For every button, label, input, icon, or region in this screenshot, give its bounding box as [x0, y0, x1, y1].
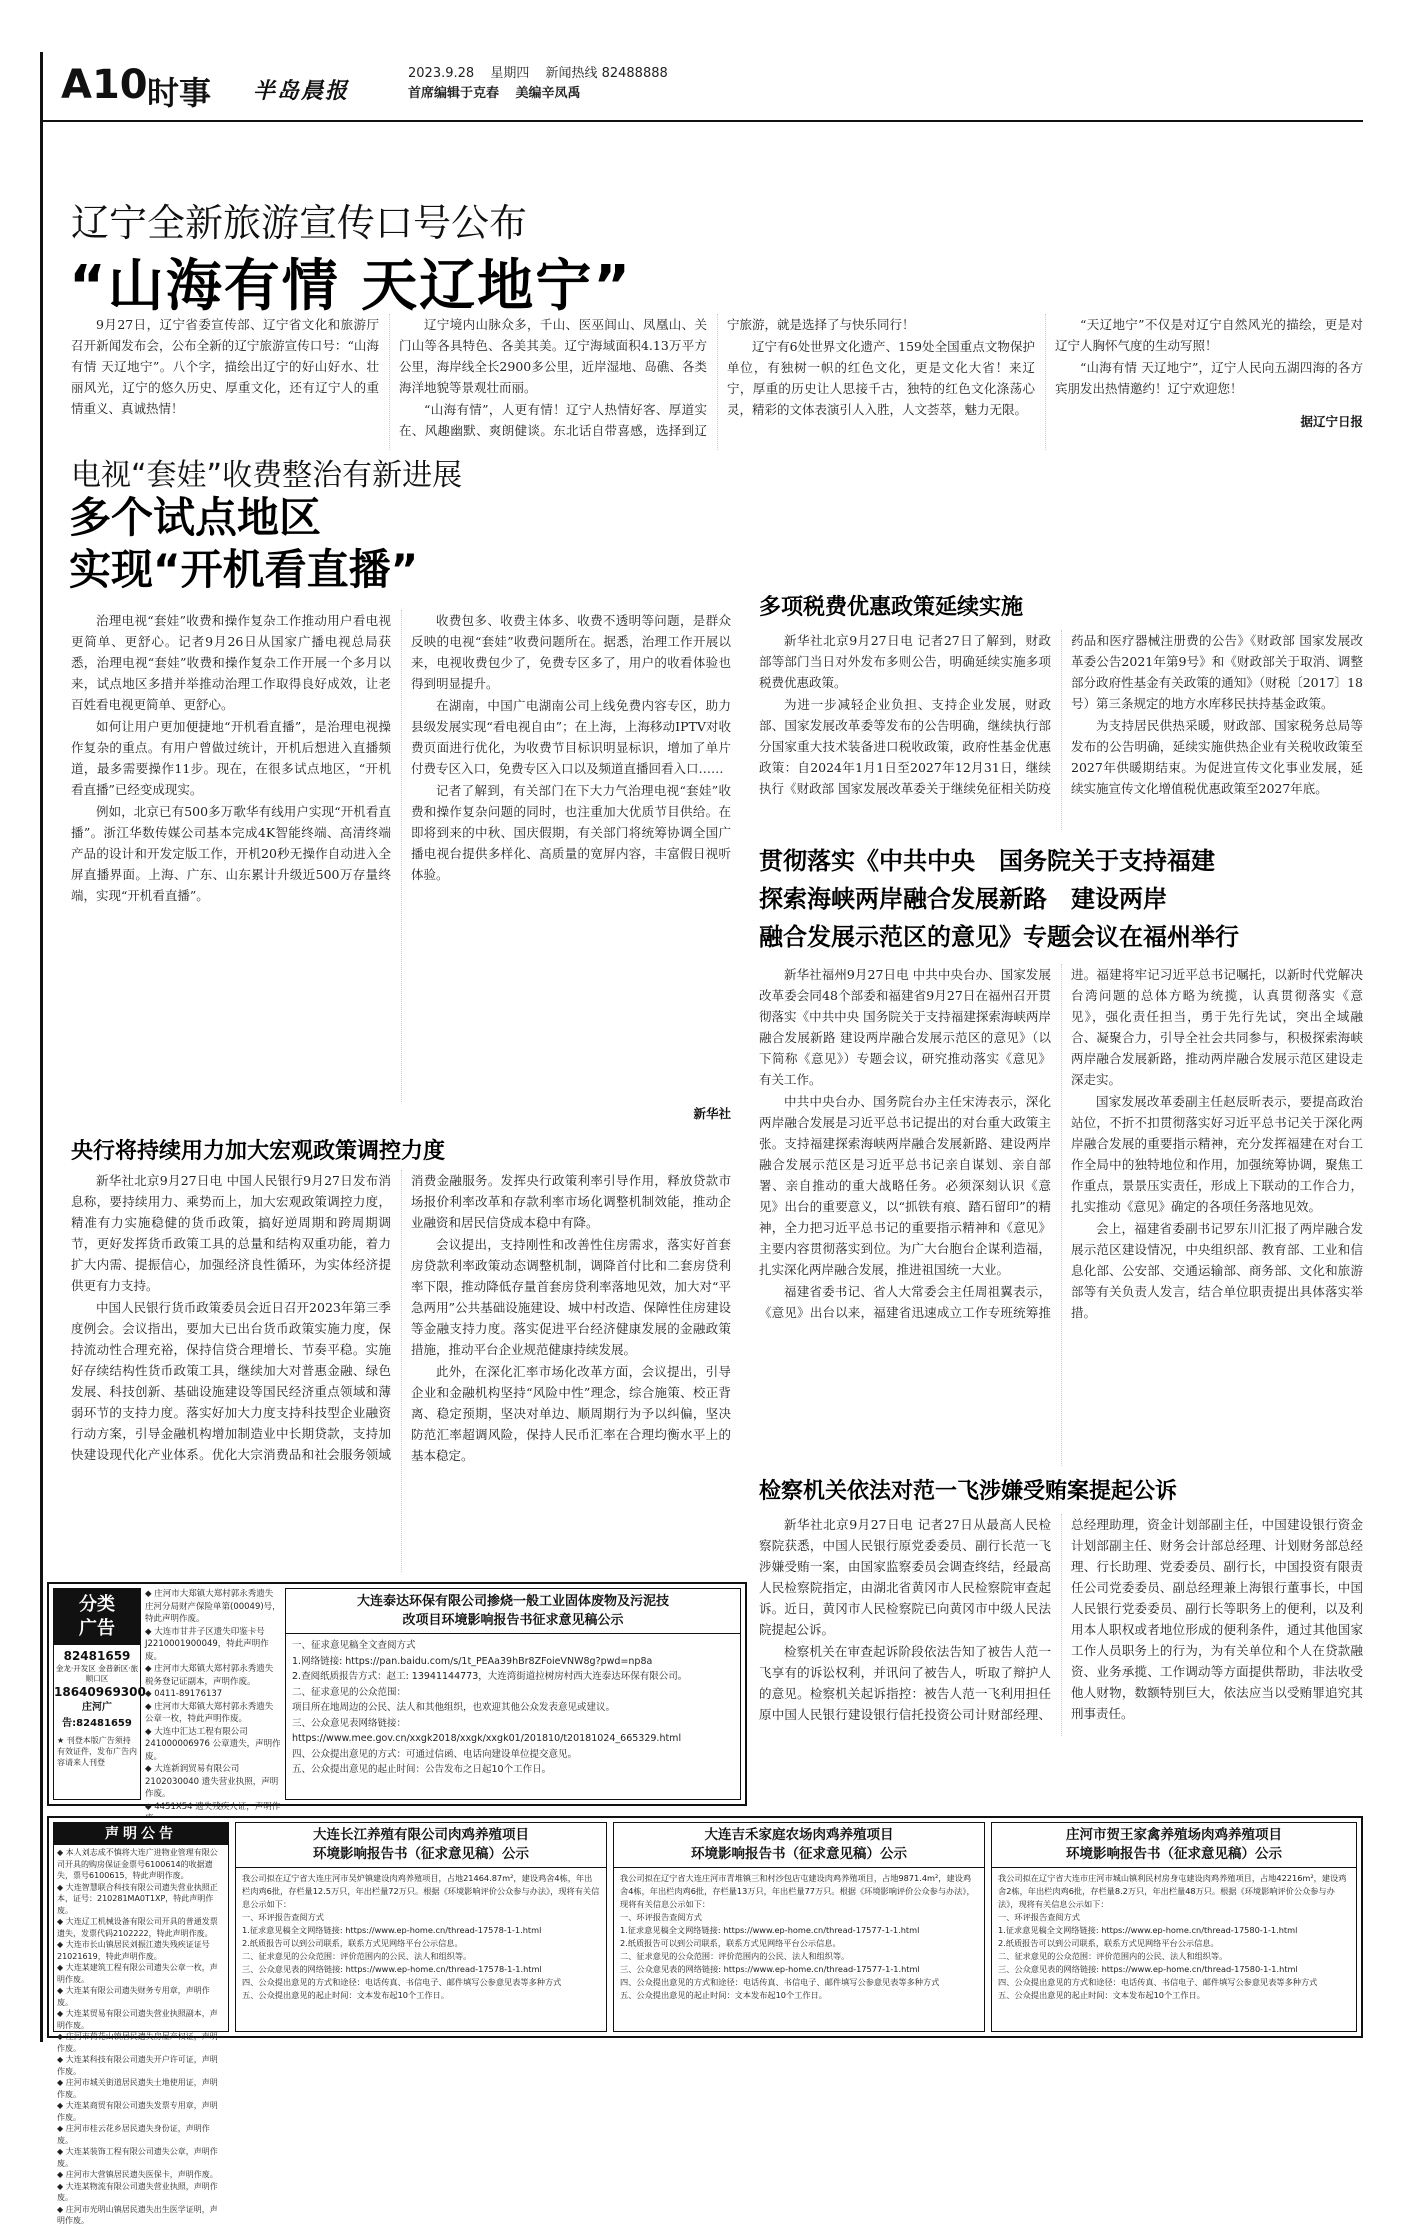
- ad-title-line: 环境影响报告书（征求意见稿）公示: [1066, 1846, 1282, 1862]
- ad-line: 一、环评报告查阅方式: [620, 1912, 702, 1922]
- story1-paragraph: 辽宁有6处世界文化遗产、159处全国重点文物保护单位，有独树一帜的红色文化，更是文化大省！来辽宁，厚重的历史让人思接千古，独特的红色文化涤荡心灵，精彩的文体表演引人入胜，人文荟萃，魅力无限。: [727, 339, 1035, 417]
- ad-title-line: 庄河市贺王家禽养殖场肉鸡养殖项目: [1066, 1827, 1282, 1843]
- story2-paragraph: 在湖南，中国广电湖南公司上线免费内容专区，助力县级发展实现“看电视自由”；在上海，上海移动IPTV对收费页面进行优化，为收费节目标识明显标识，增加了单片付费专区入口，免费专区入口以及频道直播回看入口……: [411, 698, 731, 776]
- ad-line: 二、征求意见的公众范围：: [292, 1686, 407, 1698]
- story4-body: [759, 630, 1363, 830]
- story2-body: [71, 610, 731, 1102]
- notice-item: ◆ 庄河市城关街道居民遗失土地使用证，声明作废。: [57, 2078, 218, 2099]
- classified-label-line: 分类: [79, 1594, 115, 1615]
- story1-paragraph: “天辽地宁”不仅是对辽宁自然风光的描绘，更是对辽宁人胸怀气度的生动写照！: [1055, 317, 1363, 353]
- classified-item: ◆ 4451X54 遗失残疾人证，声明作: [145, 1801, 281, 1812]
- story2-paragraph: 治理电视“套娃”收费和操作复杂工作推动用户看电视更简单、更舒心。记者9月26日从国家广播电视总局获悉，治理电视“套娃”收费和操作复杂工作开展一个多月以来，试点地区多措并举推动治理工作取得良好成效，让老百姓看电视更简单、更舒心。: [71, 613, 391, 712]
- story1-credit: 据辽宁日报: [1300, 414, 1363, 429]
- notice-item: ◆ 大连某建筑工程有限公司遗失公章一枚，声明作废。: [57, 1963, 218, 1984]
- notice-column: [53, 1822, 229, 2225]
- chief-editor: 首席编辑于克春: [408, 86, 500, 101]
- story4-paragraph: 为进一步减轻企业负担、支持企业发展，财政部、国家发展改革委等发布的公告明确，继续执行部分国家重大技术装备进口税收政策，政府性基金优惠政策：自2024年1月1日至2027年12月31日，继续执行《财政部 国家发展改革委关于继续免征相关防疫药品和医疗器械注册费的公告》《财政部 国家发展改革委公告2021年第9号》和《财政部关于取消、调整部分政府性基金有关政策的通知》（财税〔2017〕18号）第三条规定的地方水库移民扶持基金政策。: [759, 633, 1363, 796]
- ad-changjiang-poultry: [235, 1822, 607, 2032]
- notice-item: ◆ 大连某贸易有限公司遗失营业执照副本，声明作废。: [57, 2009, 218, 2030]
- newspaper-logo: 半岛晨报: [253, 78, 350, 104]
- ad-line: 1.征求意见稿全文网络链接: https://www.ep-home.cn/thread-17580-1-1.html: [998, 1925, 1298, 1935]
- story1-paragraph: 9月27日，辽宁省委宣传部、辽宁省文化和旅游厅召开新闻发布会，公布全新的辽宁旅游宣传口号：“山海有情 天辽地宁”。八个字，描绘出辽宁的好山好水、壮丽风光，辽宁的悠久历史、厚重文化，还有辽宁人的重情重义、真诚热情！: [71, 317, 379, 416]
- ad-title-line: 环境影响报告书（征求意见稿）公示: [691, 1846, 907, 1862]
- story1-paragraph: 辽宁境内山脉众多，千山、医巫闾山、凤凰山、关门山等各具特色、各美其美。辽宁海域面积4.13万平方公里，海岸线全长2900多公里，近岸湿地、岛礁、各类海洋地貌等景观壮而丽。: [399, 317, 707, 395]
- ad-line: 一、征求意见稿全文查阅方式: [292, 1640, 416, 1651]
- classified-item: ◆ 庄河市大郑镇大郑村郭永秀遗失庄河分局财产保险单第(00049)号，特此声明作废。: [145, 1589, 281, 1624]
- ad-line: 一、环评报告查阅方式: [242, 1912, 324, 1922]
- ad-body: [236, 1868, 606, 2006]
- ad-title: [236, 1823, 606, 1868]
- ad-title-line: 改项目环境影响报告书征求意见稿公示: [402, 1613, 624, 1628]
- notice-item: ◆ 本人刘志成不慎将大连广进物业管理有限公司开具的购房保证金票号6100614的收据遗失，票号6100615，特此声明作废。: [57, 1848, 218, 1880]
- story5-headline: [759, 842, 1239, 956]
- ad-body: [286, 1634, 740, 1782]
- notice-item: ◆ 大连某物流有限公司遗失营业执照，声明作废。: [57, 2181, 218, 2202]
- notice-item: ◆ 大连某有限公司遗失财务专用章，声明作废。: [57, 1986, 210, 2007]
- page-number: A10: [61, 62, 148, 108]
- ad-line: 2.查阅纸质报告方式：赵工: 13941144773，大连湾街道拉树房村西大连泰达环保有限公司。: [292, 1671, 688, 1682]
- notice-item: ◆ 大连市长山镇居民刘振江遗失残疾证证号21021619，特此声明作废。: [57, 1940, 210, 1961]
- notice-item: ◆ 大连某商贸有限公司遗失发票专用章，声明作废。: [57, 2101, 218, 2122]
- ad-line: 1.网络链接: https://pan.baidu.com/s/1t_PEAa39hBr8ZFoieVNW8g?pwd=np8a: [292, 1655, 653, 1667]
- ad-body: [614, 1868, 984, 2006]
- story2-paragraph: 记者了解到，有关部门在下大力气治理电视“套娃”收费和操作复杂问题的同时，也注重加大优质节目供给。在即将到来的中秋、国庆假期，有关部门将统筹协调全国广播电视台提供多样化、高质量的宽屏内容，丰富假日视听体验。: [411, 783, 731, 882]
- story1-headline: “山海有情 天辽地宁”: [69, 254, 633, 319]
- classified-phone-label: 庄河广告:: [62, 1702, 112, 1729]
- ad-line: 五、公众提出意见的起止时间：文本发布起10个工作日。: [620, 1990, 827, 2000]
- story1-body: [71, 314, 1363, 450]
- story2-paragraph: 例如，北京已有500多万歌华有线用户实现“开机看直播”。浙江华数传媒公司基本完成4K智能终端、高清终端产品的设计和开发定版工作，开机20秒无操作自动进入全屏直播界面。上海、广东、山东累计升级近500万存量终端，实现“开机看直播”。: [71, 804, 391, 903]
- story3-paragraph: 此外，在深化汇率市场化改革方面，会议提出，引导企业和金融机构坚持“风险中性”理念，综合施策、校正背离、稳定预期，坚决对单边、顺周期行为予以纠偏，坚决防范汇率超调风险，保持人民币汇率在合理均衡水平上的基本稳定。: [411, 1364, 731, 1463]
- ad-line: 2.纸质报告可以到公司联系，联系方式见网络平台公示信息。: [998, 1938, 1219, 1948]
- ad-line: 2.纸质报告可以到公司联系，联系方式见网络平台公示信息。: [242, 1938, 463, 1948]
- story2-headline: [69, 492, 418, 596]
- classified-column: [53, 1588, 146, 1800]
- classified-ads-row: [47, 1582, 747, 1812]
- ad-line: 1.征求意见稿全文网络链接: https://www.ep-home.cn/thread-17577-1-1.html: [620, 1925, 920, 1935]
- header-rule: [43, 120, 1363, 122]
- notice-item: ◆ 庄河市桂云花乡居民遗失身份证，声明作废。: [57, 2124, 210, 2145]
- issue-date: 2023.9.28: [408, 66, 475, 81]
- story2-paragraph: 如何让用户更加便捷地“开机看直播”，是治理电视操作复杂的重点。有用户曾做过统计，开机后想进入直播频道，最多需要操作11步。现在，在很多试点地区，“开机看直播”已经变成现实。: [71, 719, 391, 797]
- ad-line: 五、公众提出意见的起止时间：公告发布之日起10个工作日。: [292, 1764, 552, 1775]
- story4-paragraph: 为支持居民供热采暖，财政部、国家税务总局等发布的公告明确，延续实施供热企业有关税收政策至2027年供暖期结束。为促进宣传文化事业发展，延续实施宣传文化增值税优惠政策至2027年底。: [1071, 718, 1363, 796]
- notice-title: 声明公告: [54, 1823, 228, 1845]
- story4-paragraph: 新华社北京9月27日电 记者27日了解到，财政部等部门当日对外发布多则公告，明确延续实施多项税费优惠政策。: [759, 633, 1051, 690]
- classified-item: ◆ 0411-89176137: [145, 1689, 223, 1699]
- ad-taida-environmental: [285, 1588, 741, 1800]
- classified-phone: 82481659: [76, 1718, 132, 1729]
- ad-line: https://www.mee.gov.cn/xxgk2018/xxgk/xxgk01/201810/t20181024_665329.html: [292, 1733, 682, 1744]
- story2-headline-line: 多个试点地区: [69, 493, 322, 542]
- story5-headline-line: 融合发展示范区的意见》专题会议在福州举行: [759, 923, 1239, 951]
- notice-item: ◆ 庄河市大营镇居民遗失医保卡，声明作废。: [57, 2170, 218, 2179]
- ad-line: 三、公众意见表的网络链接: https://www.ep-home.cn/thread-17578-1-1.html: [242, 1964, 542, 1974]
- story3-paragraph: 中国人民银行货币政策委员会近日召开2023年第三季度例会。会议指出，要加大已出台货币政策实施力度，保持流动性合理充裕，保持信贷合理增长、节奏平稳。实施好存续结构性货币政策工具，继续加大对普惠金融、绿色发展、科技创新、基础设施建设等国民经济重点领域和薄弱环节的支持力度。落实好加大力度支持科技型企业融资行动方案，引导金融机构增加制造业中长期贷款，支持加快建设现代化产业体系。优化大宗消费品和社会服务领域消费金融服务。发挥央行政策利率引导作用，释放贷款市场报价利率改革和存款利率市场化调整机制效能，推动企业融资和居民信贷成本稳中有降。: [71, 1173, 731, 1462]
- story5-headline-line: 贯彻落实《中共中央 国务院关于支持福建: [759, 847, 1215, 875]
- classified-label: [54, 1589, 140, 1645]
- story3-paragraph: 会议提出，支持刚性和改善性住房需求，落实好首套房贷款利率政策动态调整机制，调降首付比和二套房贷利率下限，推动降低存量首套房贷利率落地见效，加大对“平急两用”公共基础设施建设、城中村改造、保障性住房建设等金融支持力度。落实促进平台经济健康发展的金融政策措施，推动平台企业规范健康持续发展。: [411, 1237, 731, 1357]
- story3-body: [71, 1170, 731, 1572]
- ad-line: 二、征求意见的公众范围：评价范围内的公民、法人和组织等。: [242, 1951, 472, 1961]
- classified-contact: 金龙·开发区 金普新区·旅顺口区: [55, 1664, 139, 1683]
- ad-line: 三、公众意见表网络链接：: [292, 1717, 407, 1729]
- story6-paragraph: 新华社北京9月27日电 记者27日从最高人民检察院获悉，中国人民银行原党委委员、副行长范一飞涉嫌受贿一案，由国家监察委员会调查终结，经最高人民检察院指定，由湖北省黄冈市人民检察院审查起诉。近日，黄冈市人民检察院已向黄冈市中级人民法院提起公诉。: [759, 1517, 1051, 1637]
- classified-phone: 18640969300: [54, 1685, 146, 1699]
- notice-item: ◆ 大连某装饰工程有限公司遗失公章，声明作废。: [57, 2147, 218, 2168]
- story5-paragraph: 福建省委书记、省人大常委会主任周祖翼表示，《意见》出台以来，福建省迅速成立工作专班统筹推进。福建将牢记习近平总书记嘱托，以新时代党解决台湾问题的总体方略为统揽，认真贯彻落实《意见》，强化责任担当，勇于先行先试，突出全域融合、凝聚合力，引导全社会共同参与，积极探索海峡两岸融合发展新路，推动两岸融合发展示范区建设走深走实。: [759, 967, 1363, 1320]
- story2-paragraph: 收费包多、收费主体多、收费不透明等问题，是群众反映的电视“套娃”收费问题所在。据悉，治理工作开展以来，电视收费包少了，免费专区多了，用户的收看体验也得到明显提升。: [411, 613, 731, 691]
- ad-line: 四、公众提出意见的方式：可通过信函、电话向建设单位提交意见。: [292, 1748, 578, 1760]
- classified-items: [145, 1588, 281, 1812]
- classified-item: ◆ 庄河市大郑镇大郑村郭永秀遗失 公章一枚，特此声明作废。: [145, 1701, 274, 1724]
- classified-item: ◆ 大连中汇达工程有限公司 241000006976 公章遗失，声明作废。: [145, 1726, 281, 1762]
- notice-item: ◆ 庄河市光明山镇居民遗失出生医学证明，声明作废。: [57, 2204, 218, 2225]
- ad-line: 四、公众提出意见的方式和途径：电话传真、书信电子、邮件填写公参意见表等多种方式: [620, 1977, 940, 1987]
- ad-line: 四、公众提出意见的方式和途径：电话传真、书信电子、邮件填写公参意见表等多种方式: [998, 1977, 1318, 1987]
- ad-line: 三、公众意见表的网络链接: https://www.ep-home.cn/thread-17580-1-1.html: [998, 1964, 1298, 1974]
- ad-line: 一、环评报告查阅方式: [998, 1912, 1080, 1922]
- ad-title-line: 大连泰达环保有限公司掺烧一般工业固体废物及污泥技: [356, 1594, 669, 1609]
- classified-label-line: 广告: [79, 1618, 115, 1639]
- ad-line: 五、公众提出意见的起止时间：文本发布起10个工作日。: [242, 1990, 449, 2000]
- ad-body: [992, 1868, 1356, 2006]
- ad-jihe-poultry: [613, 1822, 985, 2032]
- ad-line: 1.征求意见稿全文网络链接: https://www.ep-home.cn/thread-17578-1-1.html: [242, 1925, 542, 1935]
- story5-paragraph: 中共中央台办、国务院台办主任宋涛表示，深化两岸融合发展是习近平总书记提出的对台重大政策主张。支持福建探索海峡两岸融合发展新路、建设两岸融合发展示范区是习近平总书记亲自谋划、亲自部署、亲自推动的重大战略任务。必须深刻认识《意见》出台的重要意义，以“抓铁有痕、踏石留印”的精神，全力把习近平总书记的重要指示精神和《意见》主要内容贯彻落实到位。为广大台胞台企谋利造福，扎实深化两岸融合发展，推进祖国统一大业。: [759, 1094, 1051, 1277]
- art-editor: 美编辛凤禹: [515, 86, 581, 101]
- header-meta: [408, 64, 680, 104]
- story5-paragraph: 国家发展改革委副主任赵辰昕表示，要提高政治站位，不折不扣贯彻落实好习近平总书记关于深化两岸融合发展的重要指示精神，充分发挥福建在对台工作全局中的独特地位和作用，加强统筹协调，聚焦工作重点，景景压实责任，形成上下联动的工作合力，扎实推动《意见》确定的各项任务落地见效。: [1071, 1094, 1363, 1214]
- story2-credit: 新华社: [693, 1106, 731, 1121]
- section-name: 时事: [147, 74, 212, 112]
- story1-paragraph: “山海有情 天辽地宁”，辽宁人民向五湖四海的各方宾朋发出热情邀约！辽宁欢迎您！: [1055, 360, 1363, 396]
- ad-line: 二、征求意见的公众范围：评价范围内的公民、法人和组织等。: [998, 1951, 1228, 1961]
- notice-item: ◆ 大连某科技有限公司遗失开户许可证，声明作废。: [57, 2055, 218, 2076]
- ad-line: 我公司拟在辽宁省大连庄河市吴炉镇建设肉鸡养殖项目，占地21464.87m²，建设鸡舍4栋，年出栏肉鸡6批，存栏量12.5万只，年出栏量72万只。根据《环境影响评价公众参与办法》，现将有关信息公示如下：: [242, 1873, 600, 1909]
- ad-line: 项目所在地周边的公民、法人和其他组织，也欢迎其他公众发表意见或建议。: [292, 1702, 616, 1713]
- classified-contacts: [54, 1645, 146, 1732]
- notice-item: ◆ 大连辽工机械设备有限公司开具的普通发票遗失，发票代码2102222，特此声明作废。: [57, 1917, 218, 1938]
- classified-item: ◆ 大连市甘井子区遗失印鉴卡号J2210001900049，特此声明作废。: [145, 1626, 269, 1662]
- story5-headline-line: 探索海峡两岸融合发展新路 建设两岸: [759, 885, 1167, 913]
- story6-paragraph: 检察机关在审查起诉阶段依法告知了被告人范一飞享有的诉讼权利，并讯问了被告人，听取了辩护人的意见。检察机关起诉指控：被告人范一飞利用担任原中国人民银行建设银行信托投资公司计财部经理、总经理助理，资金计划部副主任，中国建设银行资金计划部副主任、财务会计部总经理、计划财务部总经理、行长助理、党委委员、副行长，中国投资有限责任公司党委委员、副总经理兼上海银行董事长，中国人民银行党委委员、副行长等职务上的便利，以及利用本人职权或者地位形成的便利条件，通过其他国家工作人员职务上的行为，为有关单位和个人在贷款融资、业务承揽、工作调动等方面提供帮助，非法收受他人财物，数额特别巨大，依法应当以受贿罪追究其刑事责任。: [759, 1517, 1363, 1722]
- ad-title-line: 大连吉禾家庭农场肉鸡养殖项目: [704, 1827, 894, 1843]
- news-hotline: 新闻热线 82488888: [545, 66, 668, 81]
- story5-paragraph: 会上，福建省委副书记罗东川汇报了两岸融合发展示范区建设情况，中央组织部、教育部、工业和信息化部、公安部、交通运输部、商务部、文化和旅游部等有关负责人发言，结合单位职责提出具体落实举措。: [1071, 1221, 1363, 1320]
- ad-line: 二、征求意见的公众范围：评价范围内的公民、法人和组织等。: [620, 1951, 850, 1961]
- ad-title: [992, 1823, 1356, 1868]
- story6-body: [759, 1514, 1363, 1736]
- ad-line: 三、公众意见表的网络链接: https://www.ep-home.cn/thread-17577-1-1.html: [620, 1964, 920, 1974]
- story2-headline-line: 实现“开机看直播”: [69, 545, 419, 594]
- story5-paragraph: 新华社福州9月27日电 中共中央台办、国家发展改革委会同48个部委和福建省9月27日在福州召开贯彻落实《中共中央 国务院关于支持福建探索海峡两岸融合发展新路 建设两岸融合发展示范区的意见》（以下简称《意见》）专题会议，研究推动落实《意见》有关工作。: [759, 967, 1051, 1087]
- story4-headline: 多项税费优惠政策延续实施: [759, 595, 1024, 620]
- story2-kicker: 电视“套娃”收费整治有新进展: [71, 458, 463, 493]
- ad-hewang-poultry: [991, 1822, 1357, 2032]
- ad-line: 2.纸质报告可以到公司联系，联系方式见网络平台公示信息。: [620, 1938, 841, 1948]
- notice-item: ◆ 庄河市荷花山镇居民遗失房屋产权证，声明作废。: [57, 2032, 218, 2053]
- ad-title: [286, 1589, 740, 1634]
- classified-item: ◆ 大连新润贸易有限公司 2102030040 遗失营业执照，声明作废。: [145, 1764, 279, 1799]
- story5-body: [759, 964, 1363, 1466]
- ad-line: 四、公众提出意见的方式和途径：电话传真、书信电子、邮件填写公参意见表等多种方式: [242, 1977, 562, 1987]
- story6-headline: 检察机关依法对范一飞涉嫌受贿案提起公诉: [759, 1479, 1178, 1504]
- ad-title: [614, 1823, 984, 1868]
- ad-line: 五、公众提出意见的起止时间：文本发布起10个工作日。: [998, 1990, 1205, 2000]
- classified-item: ◆ 庄河市大郑镇大郑村郭永秀遗失 税务登记证副本，声明作废。: [145, 1664, 274, 1687]
- notice-ads-row: [47, 1816, 1363, 2225]
- story3-headline: 央行将持续用力加大宏观政策调控力度: [71, 1139, 446, 1164]
- newspaper-page: [40, 52, 1404, 2225]
- ad-line: 我公司拟在辽宁省大连市庄河市城山镇利民村房身屯建设肉鸡养殖项目，占地42216m²，建设鸡舍2栋，年出栏肉鸡6批，存栏量8.2万只，年出栏量48万只。根据《环境影响评价公众参与办法》，现将有关信息公示如下：: [998, 1873, 1347, 1909]
- issue-weekday: 星期四: [490, 66, 530, 81]
- ad-title-line: 环境影响报告书（征求意见稿）公示: [313, 1846, 529, 1862]
- classified-notice: ★ 刊登本版广告须持有效证件，发布广告内容请来人刊登: [57, 1736, 137, 1767]
- story1-paragraph: “山海有情”，人更有情！辽宁人热情好客、厚道实在、风趣幽默、爽朗健谈。东北话自带喜感，选择到辽宁旅游，就是选择了与快乐同行！: [399, 317, 915, 438]
- notice-items: [54, 1845, 228, 2229]
- story3-paragraph: 新华社北京9月27日电 中国人民银行9月27日发布消息称，要持续用力、乘势而上，加大宏观政策调控力度，精准有力实施稳健的货币政策，搞好逆周期和跨周期调节，更好发挥货币政策工具的总量和结构双重功能，着力扩大内需、提振信心，加强经济良性循环，为实体经济提供更有力支持。: [71, 1173, 391, 1293]
- classified-phone: 82481659: [63, 1649, 131, 1663]
- notice-item: ◆ 大连智慧联合科技有限公司遗失营业执照正本，证号：210281MA0T1XP，特此声明作废。: [57, 1882, 218, 1915]
- ad-line: 我公司拟在辽宁省大连庄河市青堆镇三和村沙包店屯建设肉鸡养殖项目，占地9871.4m²，建设鸡舍4栋，年出栏肉鸡6批，存栏量13万只，年出栏量77万只。根据《环境影响评价公众参与办法》，现将有关信息公示如下：: [620, 1873, 975, 1909]
- story1-kicker: 辽宁全新旅游宣传口号公布: [71, 201, 528, 245]
- ad-title-line: 大连长江养殖有限公司肉鸡养殖项目: [313, 1827, 529, 1843]
